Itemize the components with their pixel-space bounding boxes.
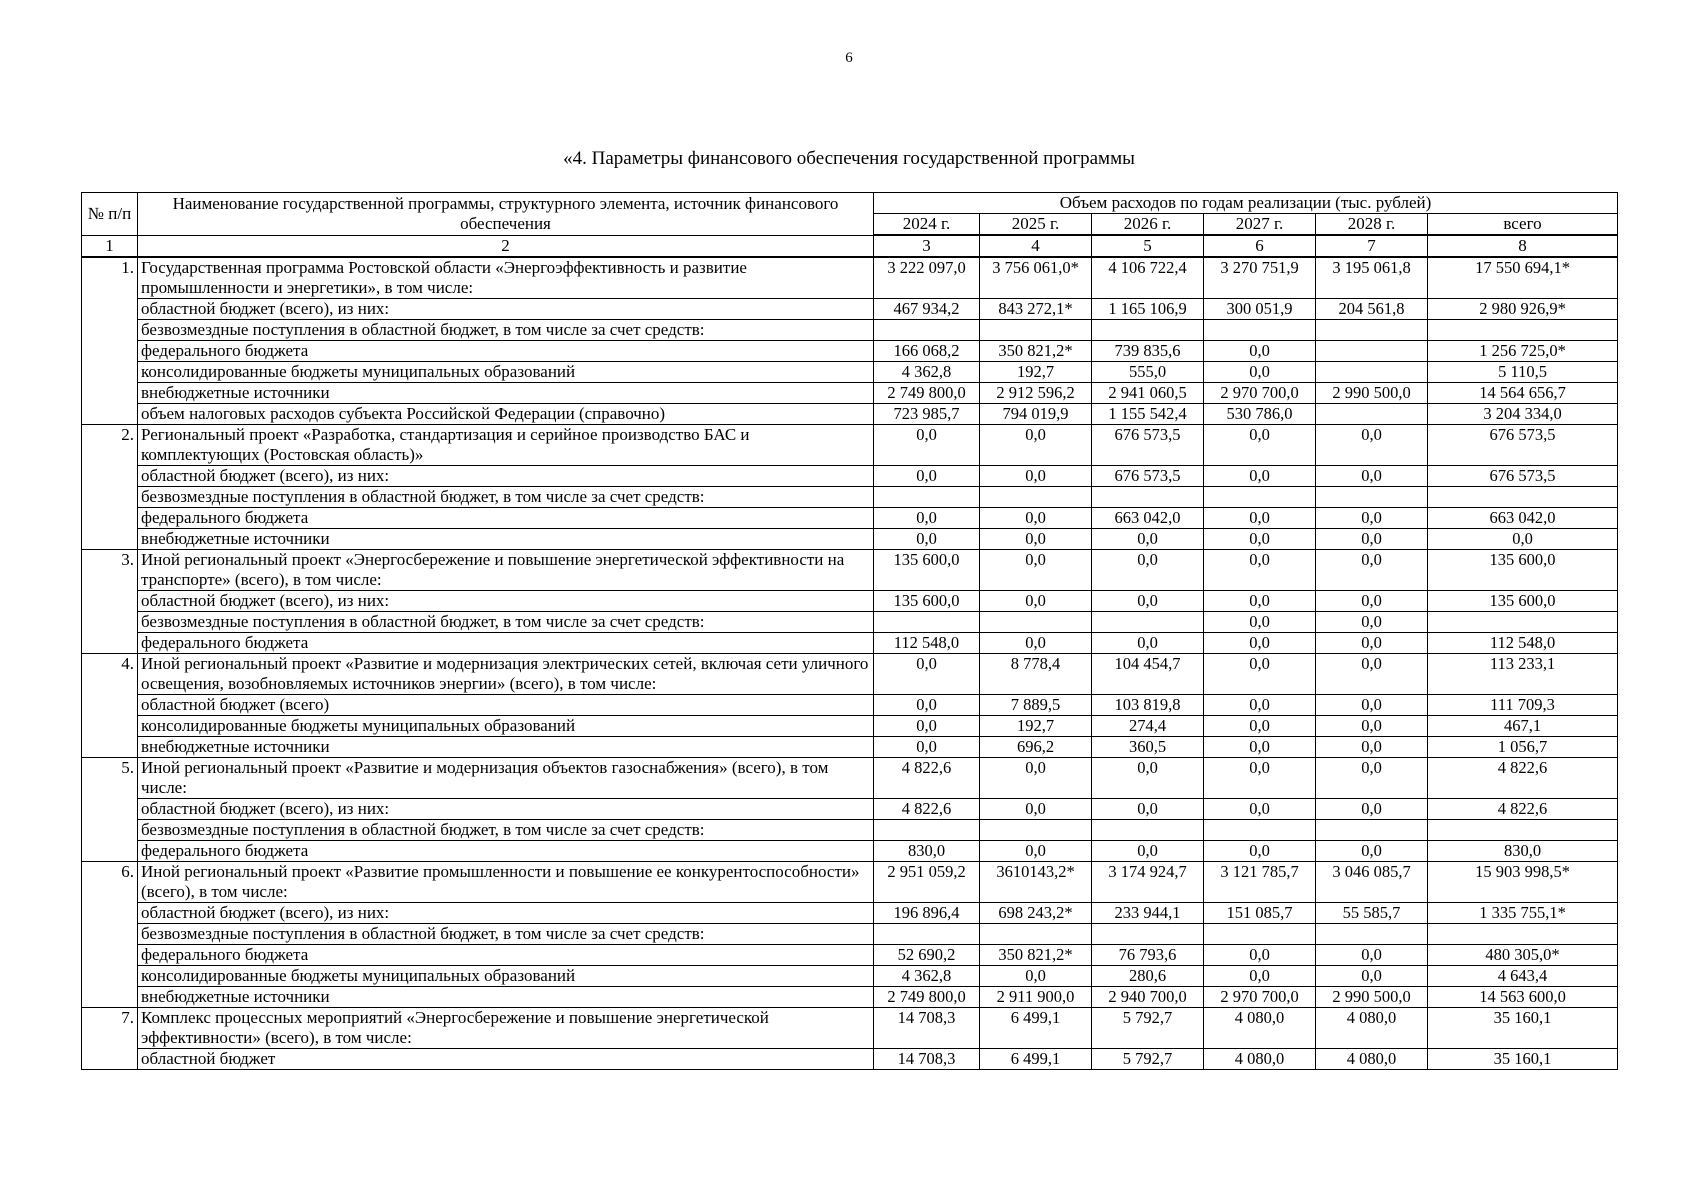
row-name: Комплекс процессных мероприятий «Энергосбережение и повышение энергетической эффективности» (всего), в том числе: bbox=[138, 1008, 874, 1049]
row-name: безвозмездные поступления в областной бюджет, в том числе за счет средств: bbox=[138, 820, 874, 841]
cell-value: 0,0 bbox=[1204, 945, 1316, 966]
row-number: 3. bbox=[82, 550, 138, 654]
row-name: Иной региональный проект «Развитие и модернизация объектов газоснабжения» (всего), в том числе: bbox=[138, 758, 874, 799]
row-name: Государственная программа Ростовской области «Энергоэффективность и развитие промышленности и энергетики», в том числе: bbox=[138, 257, 874, 299]
table-row bbox=[82, 466, 1618, 487]
cell-value: 830,0 bbox=[874, 841, 980, 862]
cell-value: 3 222 097,0 bbox=[874, 257, 980, 299]
cell-value: 5 792,7 bbox=[1092, 1008, 1204, 1049]
cell-value: 0,0 bbox=[1204, 758, 1316, 799]
cell-value: 0,0 bbox=[980, 425, 1092, 466]
table-row bbox=[82, 924, 1618, 945]
table-row bbox=[82, 695, 1618, 716]
row-name: Иной региональный проект «Энергосбережение и повышение энергетической эффективности на транспорте» (всего), в том числе: bbox=[138, 550, 874, 591]
cell-value: 300 051,9 bbox=[1204, 299, 1316, 320]
cell-value: 0,0 bbox=[980, 799, 1092, 820]
cell-value: 151 085,7 bbox=[1204, 903, 1316, 924]
cell-value: 0,0 bbox=[980, 633, 1092, 654]
budget-table bbox=[81, 192, 1618, 1070]
cell-value: 0,0 bbox=[1204, 633, 1316, 654]
row-name: безвозмездные поступления в областной бюджет, в том числе за счет средств: bbox=[138, 320, 874, 341]
row-number: 7. bbox=[82, 1008, 138, 1070]
cell-value bbox=[1316, 404, 1428, 425]
cell-value: 204 561,8 bbox=[1316, 299, 1428, 320]
cell-value: 0,0 bbox=[1204, 508, 1316, 529]
cell-value: 698 243,2* bbox=[980, 903, 1092, 924]
row-name: областной бюджет (всего), из них: bbox=[138, 799, 874, 820]
row-name: внебюджетные источники bbox=[138, 529, 874, 550]
cell-value: 233 944,1 bbox=[1092, 903, 1204, 924]
table-body bbox=[82, 257, 1618, 1070]
row-name: областной бюджет (всего), из них: bbox=[138, 591, 874, 612]
cell-value: 0,0 bbox=[1204, 799, 1316, 820]
cell-value: 676 573,5 bbox=[1092, 425, 1204, 466]
page-number: 6 bbox=[845, 50, 853, 66]
cell-value bbox=[1092, 924, 1204, 945]
column-number: 3 bbox=[874, 235, 980, 257]
row-name: федерального бюджета bbox=[138, 633, 874, 654]
header-year-2024: 2024 г. bbox=[874, 214, 980, 236]
cell-value: 135 600,0 bbox=[874, 550, 980, 591]
table-row bbox=[82, 362, 1618, 383]
cell-value: 2 941 060,5 bbox=[1092, 383, 1204, 404]
cell-value bbox=[1204, 924, 1316, 945]
cell-value: 0,0 bbox=[1204, 550, 1316, 591]
cell-value: 112 548,0 bbox=[874, 633, 980, 654]
cell-value bbox=[980, 320, 1092, 341]
cell-value: 0,0 bbox=[980, 508, 1092, 529]
cell-value: 2 749 800,0 bbox=[874, 383, 980, 404]
cell-value: 5 792,7 bbox=[1092, 1049, 1204, 1070]
cell-value: 0,0 bbox=[1092, 633, 1204, 654]
cell-value: 0,0 bbox=[980, 758, 1092, 799]
cell-value: 4 822,6 bbox=[874, 799, 980, 820]
cell-value: 0,0 bbox=[1092, 841, 1204, 862]
table-row bbox=[82, 633, 1618, 654]
table-row bbox=[82, 799, 1618, 820]
cell-value bbox=[874, 320, 980, 341]
row-number: 1. bbox=[82, 257, 138, 425]
column-number: 4 bbox=[980, 235, 1092, 257]
column-number: 5 bbox=[1092, 235, 1204, 257]
cell-total: 3 204 334,0 bbox=[1428, 404, 1618, 425]
cell-value bbox=[1316, 320, 1428, 341]
column-number: 1 bbox=[82, 235, 138, 257]
cell-value bbox=[1092, 612, 1204, 633]
cell-total: 35 160,1 bbox=[1428, 1008, 1618, 1049]
column-number: 6 bbox=[1204, 235, 1316, 257]
row-name: Иной региональный проект «Развитие промышленности и повышение ее конкурентоспособности» (всего), в том числе: bbox=[138, 862, 874, 903]
cell-value: 0,0 bbox=[1092, 799, 1204, 820]
cell-value: 843 272,1* bbox=[980, 299, 1092, 320]
row-name: федерального бюджета bbox=[138, 945, 874, 966]
cell-value bbox=[1092, 320, 1204, 341]
table-row-section bbox=[82, 550, 1618, 591]
cell-value: 0,0 bbox=[874, 508, 980, 529]
cell-value: 0,0 bbox=[1316, 654, 1428, 695]
cell-total bbox=[1428, 612, 1618, 633]
cell-value: 0,0 bbox=[874, 737, 980, 758]
row-name: безвозмездные поступления в областной бюджет, в том числе за счет средств: bbox=[138, 612, 874, 633]
cell-total: 111 709,3 bbox=[1428, 695, 1618, 716]
cell-value: 0,0 bbox=[1316, 716, 1428, 737]
cell-value: 4 362,8 bbox=[874, 966, 980, 987]
row-name: внебюджетные источники bbox=[138, 383, 874, 404]
row-name: федерального бюджета bbox=[138, 841, 874, 862]
header-year-2027: 2027 г. bbox=[1204, 214, 1316, 236]
cell-value: 2 749 800,0 bbox=[874, 987, 980, 1008]
cell-total bbox=[1428, 924, 1618, 945]
header-total: всего bbox=[1428, 214, 1618, 236]
cell-total: 663 042,0 bbox=[1428, 508, 1618, 529]
cell-value: 350 821,2* bbox=[980, 341, 1092, 362]
table-row bbox=[82, 903, 1618, 924]
cell-value: 196 896,4 bbox=[874, 903, 980, 924]
cell-value: 192,7 bbox=[980, 362, 1092, 383]
cell-value: 0,0 bbox=[980, 466, 1092, 487]
cell-value bbox=[1316, 924, 1428, 945]
cell-value: 0,0 bbox=[1204, 425, 1316, 466]
cell-value: 192,7 bbox=[980, 716, 1092, 737]
cell-value bbox=[1204, 487, 1316, 508]
cell-value: 3 756 061,0* bbox=[980, 257, 1092, 299]
cell-value: 1 165 106,9 bbox=[1092, 299, 1204, 320]
cell-value: 0,0 bbox=[874, 466, 980, 487]
table-row bbox=[82, 404, 1618, 425]
cell-value bbox=[874, 612, 980, 633]
cell-value: 0,0 bbox=[1092, 758, 1204, 799]
column-number: 2 bbox=[138, 235, 874, 257]
row-name: областной бюджет (всего), из них: bbox=[138, 299, 874, 320]
column-number: 8 bbox=[1428, 235, 1618, 257]
row-name: Иной региональный проект «Развитие и модернизация электрических сетей, включая сети уличного освещения, возобновляемых источников энергии» (всего), в том числе: bbox=[138, 654, 874, 695]
cell-value: 0,0 bbox=[1316, 945, 1428, 966]
cell-value: 14 708,3 bbox=[874, 1008, 980, 1049]
cell-value: 0,0 bbox=[1316, 529, 1428, 550]
cell-value: 7 889,5 bbox=[980, 695, 1092, 716]
cell-value bbox=[874, 924, 980, 945]
cell-total: 15 903 998,5* bbox=[1428, 862, 1618, 903]
row-number: 6. bbox=[82, 862, 138, 1008]
cell-value bbox=[980, 820, 1092, 841]
cell-value: 55 585,7 bbox=[1316, 903, 1428, 924]
cell-value: 274,4 bbox=[1092, 716, 1204, 737]
cell-value: 0,0 bbox=[1316, 633, 1428, 654]
table-row bbox=[82, 529, 1618, 550]
cell-total: 14 563 600,0 bbox=[1428, 987, 1618, 1008]
cell-value bbox=[1092, 820, 1204, 841]
table-row bbox=[82, 820, 1618, 841]
cell-total bbox=[1428, 487, 1618, 508]
cell-total: 467,1 bbox=[1428, 716, 1618, 737]
cell-value: 0,0 bbox=[1204, 966, 1316, 987]
cell-value: 0,0 bbox=[1316, 612, 1428, 633]
cell-value: 0,0 bbox=[980, 966, 1092, 987]
cell-total: 676 573,5 bbox=[1428, 425, 1618, 466]
header-volume: Объем расходов по годам реализации (тыс. рублей) bbox=[874, 193, 1618, 214]
row-name: областной бюджет bbox=[138, 1049, 874, 1070]
cell-value: 6 499,1 bbox=[980, 1049, 1092, 1070]
cell-total: 5 110,5 bbox=[1428, 362, 1618, 383]
table-row bbox=[82, 383, 1618, 404]
cell-value: 0,0 bbox=[1316, 695, 1428, 716]
cell-value: 103 819,8 bbox=[1092, 695, 1204, 716]
cell-value: 2 940 700,0 bbox=[1092, 987, 1204, 1008]
cell-value bbox=[1316, 487, 1428, 508]
table-row bbox=[82, 945, 1618, 966]
cell-value: 467 934,2 bbox=[874, 299, 980, 320]
cell-value: 360,5 bbox=[1092, 737, 1204, 758]
cell-value: 0,0 bbox=[1316, 591, 1428, 612]
cell-value bbox=[874, 820, 980, 841]
cell-value bbox=[1316, 362, 1428, 383]
cell-value: 0,0 bbox=[874, 695, 980, 716]
cell-value: 135 600,0 bbox=[874, 591, 980, 612]
cell-value: 3 121 785,7 bbox=[1204, 862, 1316, 903]
cell-value: 4 362,8 bbox=[874, 362, 980, 383]
cell-value: 0,0 bbox=[1204, 654, 1316, 695]
header-year-2025: 2025 г. bbox=[980, 214, 1092, 236]
cell-total: 830,0 bbox=[1428, 841, 1618, 862]
cell-value: 0,0 bbox=[1316, 425, 1428, 466]
cell-value: 0,0 bbox=[874, 425, 980, 466]
cell-total: 4 822,6 bbox=[1428, 758, 1618, 799]
row-name: объем налоговых расходов субъекта Российской Федерации (справочно) bbox=[138, 404, 874, 425]
cell-value: 104 454,7 bbox=[1092, 654, 1204, 695]
table-row bbox=[82, 508, 1618, 529]
cell-value: 0,0 bbox=[1092, 591, 1204, 612]
table-row-section bbox=[82, 654, 1618, 695]
cell-value: 0,0 bbox=[980, 550, 1092, 591]
table-row bbox=[82, 591, 1618, 612]
cell-value: 676 573,5 bbox=[1092, 466, 1204, 487]
cell-value: 2 951 059,2 bbox=[874, 862, 980, 903]
cell-value: 3 046 085,7 bbox=[1316, 862, 1428, 903]
cell-total: 1 256 725,0* bbox=[1428, 341, 1618, 362]
cell-value: 0,0 bbox=[1204, 716, 1316, 737]
cell-value: 2 911 900,0 bbox=[980, 987, 1092, 1008]
cell-value: 0,0 bbox=[1092, 550, 1204, 591]
cell-total: 135 600,0 bbox=[1428, 550, 1618, 591]
cell-value: 8 778,4 bbox=[980, 654, 1092, 695]
cell-value bbox=[1204, 320, 1316, 341]
cell-value bbox=[1316, 820, 1428, 841]
row-number: 5. bbox=[82, 758, 138, 862]
header-year-2028: 2028 г. bbox=[1316, 214, 1428, 236]
cell-value: 14 708,3 bbox=[874, 1049, 980, 1070]
cell-value: 3 174 924,7 bbox=[1092, 862, 1204, 903]
cell-value: 0,0 bbox=[1092, 529, 1204, 550]
cell-value: 3610143,2* bbox=[980, 862, 1092, 903]
cell-value: 52 690,2 bbox=[874, 945, 980, 966]
cell-value: 0,0 bbox=[1316, 508, 1428, 529]
cell-value: 0,0 bbox=[1316, 841, 1428, 862]
cell-total: 135 600,0 bbox=[1428, 591, 1618, 612]
cell-value: 350 821,2* bbox=[980, 945, 1092, 966]
cell-total: 113 233,1 bbox=[1428, 654, 1618, 695]
cell-value: 4 080,0 bbox=[1316, 1008, 1428, 1049]
cell-total: 480 305,0* bbox=[1428, 945, 1618, 966]
cell-total: 17 550 694,1* bbox=[1428, 257, 1618, 299]
cell-value: 0,0 bbox=[1204, 466, 1316, 487]
cell-total: 14 564 656,7 bbox=[1428, 383, 1618, 404]
cell-value: 0,0 bbox=[874, 654, 980, 695]
table-row bbox=[82, 341, 1618, 362]
cell-value: 723 985,7 bbox=[874, 404, 980, 425]
table-row-section bbox=[82, 425, 1618, 466]
cell-value: 0,0 bbox=[1204, 841, 1316, 862]
cell-value: 6 499,1 bbox=[980, 1008, 1092, 1049]
cell-value: 0,0 bbox=[1316, 737, 1428, 758]
cell-value: 663 042,0 bbox=[1092, 508, 1204, 529]
row-name: безвозмездные поступления в областной бюджет, в том числе за счет средств: bbox=[138, 924, 874, 945]
cell-value: 0,0 bbox=[1204, 341, 1316, 362]
cell-value bbox=[980, 924, 1092, 945]
cell-value: 4 080,0 bbox=[1204, 1008, 1316, 1049]
cell-value: 2 912 596,2 bbox=[980, 383, 1092, 404]
cell-total bbox=[1428, 820, 1618, 841]
row-name: консолидированные бюджеты муниципальных образований bbox=[138, 966, 874, 987]
cell-value: 0,0 bbox=[874, 529, 980, 550]
cell-total: 0,0 bbox=[1428, 529, 1618, 550]
cell-value: 3 195 061,8 bbox=[1316, 257, 1428, 299]
table-row-section bbox=[82, 758, 1618, 799]
cell-value: 0,0 bbox=[980, 591, 1092, 612]
cell-value: 0,0 bbox=[1316, 550, 1428, 591]
row-name: безвозмездные поступления в областной бюджет, в том числе за счет средств: bbox=[138, 487, 874, 508]
cell-value: 0,0 bbox=[1316, 966, 1428, 987]
cell-value: 3 270 751,9 bbox=[1204, 257, 1316, 299]
cell-value: 0,0 bbox=[1316, 758, 1428, 799]
cell-value: 4 106 722,4 bbox=[1092, 257, 1204, 299]
cell-value bbox=[980, 487, 1092, 508]
cell-value bbox=[980, 612, 1092, 633]
header-year-2026: 2026 г. bbox=[1092, 214, 1204, 236]
row-name: Региональный проект «Разработка, стандартизация и серийное производство БАС и комплектующих (Ростовская область)» bbox=[138, 425, 874, 466]
cell-value: 696,2 bbox=[980, 737, 1092, 758]
cell-value: 2 970 700,0 bbox=[1204, 383, 1316, 404]
cell-value bbox=[1204, 820, 1316, 841]
header-name: Наименование государственной программы, структурного элемента, источник финансового обеспечения bbox=[138, 193, 874, 236]
row-name: консолидированные бюджеты муниципальных образований bbox=[138, 362, 874, 383]
column-number: 7 bbox=[1316, 235, 1428, 257]
cell-total: 112 548,0 bbox=[1428, 633, 1618, 654]
row-name: внебюджетные источники bbox=[138, 737, 874, 758]
table-row-section bbox=[82, 1008, 1618, 1049]
cell-value: 0,0 bbox=[980, 529, 1092, 550]
cell-value: 0,0 bbox=[1204, 591, 1316, 612]
row-number: 4. bbox=[82, 654, 138, 758]
cell-value: 1 155 542,4 bbox=[1092, 404, 1204, 425]
cell-total: 676 573,5 bbox=[1428, 466, 1618, 487]
table-row bbox=[82, 299, 1618, 320]
row-name: областной бюджет (всего), из них: bbox=[138, 903, 874, 924]
cell-value: 0,0 bbox=[1316, 799, 1428, 820]
table-row-section bbox=[82, 257, 1618, 299]
cell-value: 2 990 500,0 bbox=[1316, 383, 1428, 404]
header-no: № п/п bbox=[82, 193, 138, 236]
row-name: областной бюджет (всего) bbox=[138, 695, 874, 716]
cell-total: 4 643,4 bbox=[1428, 966, 1618, 987]
cell-value: 4 822,6 bbox=[874, 758, 980, 799]
cell-value: 166 068,2 bbox=[874, 341, 980, 362]
cell-value: 0,0 bbox=[1204, 529, 1316, 550]
cell-value: 0,0 bbox=[980, 841, 1092, 862]
cell-value bbox=[1092, 487, 1204, 508]
table-row bbox=[82, 612, 1618, 633]
table-row bbox=[82, 841, 1618, 862]
cell-total: 4 822,6 bbox=[1428, 799, 1618, 820]
table-row bbox=[82, 966, 1618, 987]
cell-value: 76 793,6 bbox=[1092, 945, 1204, 966]
cell-total: 1 335 755,1* bbox=[1428, 903, 1618, 924]
cell-value bbox=[1316, 341, 1428, 362]
cell-value: 739 835,6 bbox=[1092, 341, 1204, 362]
table-row bbox=[82, 987, 1618, 1008]
cell-value: 0,0 bbox=[1204, 737, 1316, 758]
cell-value: 0,0 bbox=[874, 716, 980, 737]
table-row bbox=[82, 1049, 1618, 1070]
row-name: внебюджетные источники bbox=[138, 987, 874, 1008]
table-row-section bbox=[82, 862, 1618, 903]
row-name: консолидированные бюджеты муниципальных образований bbox=[138, 716, 874, 737]
cell-value: 4 080,0 bbox=[1204, 1049, 1316, 1070]
row-name: федерального бюджета bbox=[138, 341, 874, 362]
cell-value: 280,6 bbox=[1092, 966, 1204, 987]
table-row bbox=[82, 716, 1618, 737]
cell-value: 4 080,0 bbox=[1316, 1049, 1428, 1070]
cell-value: 2 970 700,0 bbox=[1204, 987, 1316, 1008]
cell-value: 2 990 500,0 bbox=[1316, 987, 1428, 1008]
cell-value: 0,0 bbox=[1204, 695, 1316, 716]
document-title: «4. Параметры финансового обеспечения государственной программы bbox=[563, 148, 1135, 169]
cell-total: 35 160,1 bbox=[1428, 1049, 1618, 1070]
table-row bbox=[82, 737, 1618, 758]
table-row bbox=[82, 320, 1618, 341]
cell-value: 530 786,0 bbox=[1204, 404, 1316, 425]
cell-total: 1 056,7 bbox=[1428, 737, 1618, 758]
row-name: областной бюджет (всего), из них: bbox=[138, 466, 874, 487]
table-row bbox=[82, 487, 1618, 508]
cell-value: 0,0 bbox=[1204, 362, 1316, 383]
row-name: федерального бюджета bbox=[138, 508, 874, 529]
cell-value: 555,0 bbox=[1092, 362, 1204, 383]
cell-total bbox=[1428, 320, 1618, 341]
cell-value bbox=[874, 487, 980, 508]
row-number: 2. bbox=[82, 425, 138, 550]
cell-value: 794 019,9 bbox=[980, 404, 1092, 425]
cell-value: 0,0 bbox=[1316, 466, 1428, 487]
cell-total: 2 980 926,9* bbox=[1428, 299, 1618, 320]
cell-value: 0,0 bbox=[1204, 612, 1316, 633]
